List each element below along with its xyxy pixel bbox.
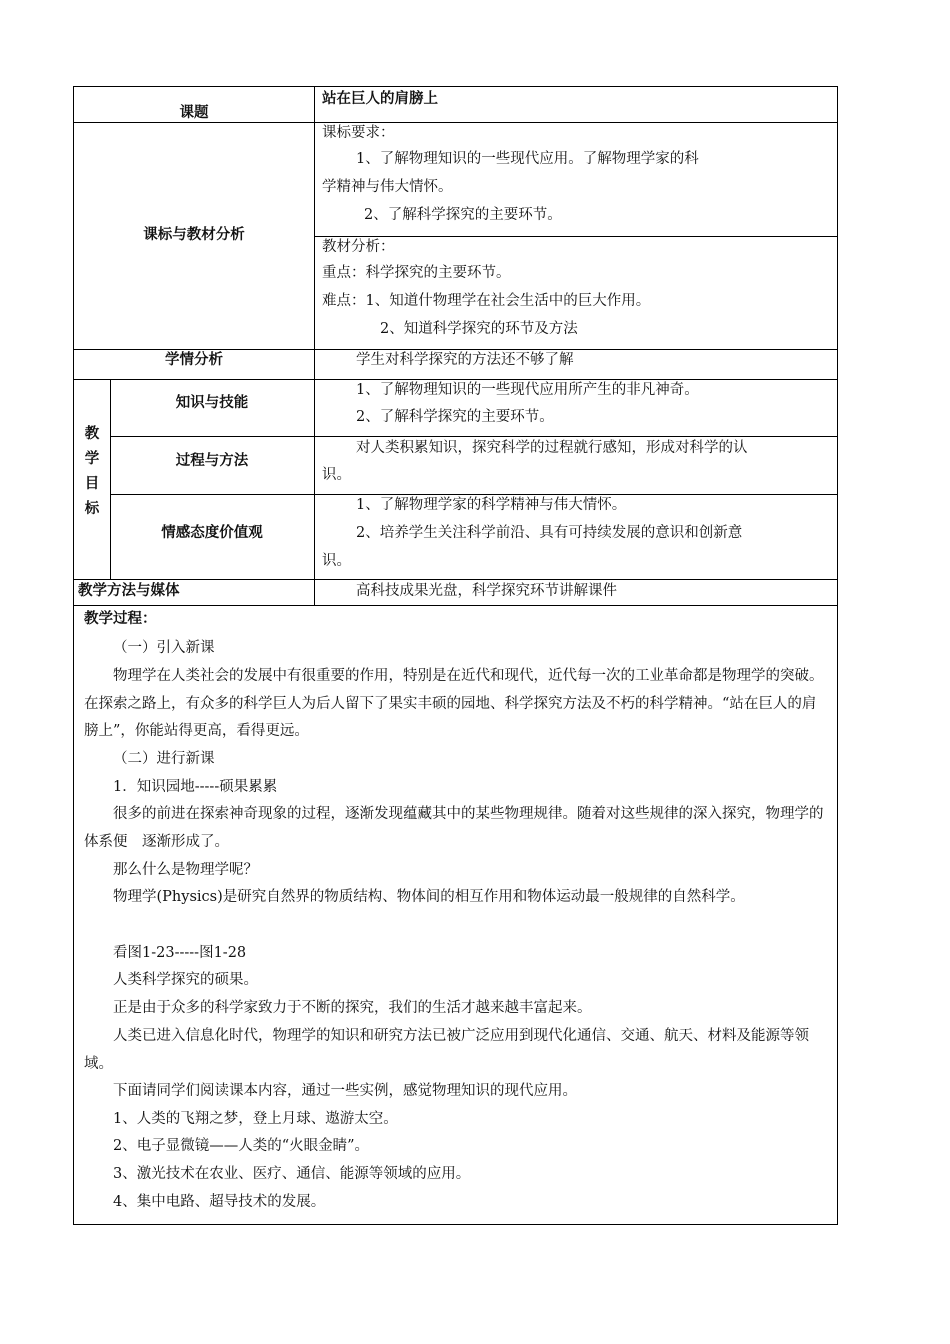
row-divider <box>74 579 837 580</box>
emotion-label: 情感态度价值观 <box>161 525 263 541</box>
textbook-difficult-2: 2、知道科学探究的环节及方法 <box>380 321 578 337</box>
process-paragraph: 人类科学探究的硕果。 <box>113 972 258 988</box>
process-paragraph: 正是由于众多的科学家致力于不断的探究，我们的生活才越来越丰富起来。 <box>113 1000 592 1016</box>
textbook-heading: 教材分析： <box>322 239 395 255</box>
objectives-label-char: 教 <box>84 426 100 442</box>
process-method-line-2: 识。 <box>322 467 351 483</box>
standards-item2: 2、了解科学探究的主要环节。 <box>364 207 562 223</box>
textbook-key-point: 重点：科学探究的主要环节。 <box>322 265 511 281</box>
process-paragraph: 物理学(Physics)是研究自然界的物质结构、物体间的相互作用和物体运动最一般规律的自然科学。 <box>113 889 745 905</box>
row-divider <box>110 436 837 437</box>
process-paragraph: 那么什么是物理学呢？ <box>113 862 258 878</box>
process-paragraph: 下面请同学们阅读课本内容，通过一些实例，感觉物理知识的现代应用。 <box>113 1083 577 1099</box>
process-paragraph: 2、电子显微镜——人类的“火眼金睛”。 <box>113 1138 370 1154</box>
standards-item1-line2: 学精神与伟大情怀。 <box>322 179 453 195</box>
knowledge-label: 知识与技能 <box>175 395 249 411</box>
row-divider <box>74 605 837 606</box>
curriculum-label: 课标与教材分析 <box>143 227 245 243</box>
knowledge-line-1: 1、了解物理知识的一些现代应用所产生的非凡神奇。 <box>356 382 699 398</box>
process-paragraph: 物理学在人类社会的发展中有很重要的作用，特别是在近代和现代，近代每一次的工业革命都是物理学的突破。在探索之路上，有众多的科学巨人为后人留下了果实丰硕的园地、科学探究方法及不朽的科学精神。“站在巨人的肩膀上”，你能站得更高，看得更远。 <box>84 668 824 740</box>
process-paragraph: （一）引入新课 <box>113 640 215 656</box>
process-method-label: 过程与方法 <box>175 453 249 469</box>
emotion-line-2: 2、培养学生关注科学前沿、具有可持续发展的意识和创新意 <box>356 525 743 541</box>
process-method-line-1: 对人类积累知识，探究科学的过程就行感知，形成对科学的认 <box>356 440 748 456</box>
lesson-plan-table <box>73 86 838 1225</box>
topic-value: 站在巨人的肩膀上 <box>322 91 438 107</box>
column-divider <box>314 87 315 605</box>
methods-label: 教学方法与媒体 <box>78 583 180 599</box>
objectives-label-char: 目 <box>84 476 100 492</box>
learner-label: 学情分析 <box>165 352 223 368</box>
learner-value: 学生对科学探究的方法还不够了解 <box>356 352 574 368</box>
process-heading: 教学过程： <box>84 611 157 627</box>
textbook-difficult-1: 难点：1、知道什物理学在社会生活中的巨大作用。 <box>322 293 651 309</box>
process-paragraph: 3、激光技术在农业、医疗、通信、能源等领域的应用。 <box>113 1166 471 1182</box>
process-paragraph: 人类已进入信息化时代，物理学的知识和研究方法已被广泛应用到现代化通信、交通、航天、材料及能源等领域。 <box>84 1028 809 1072</box>
process-paragraph: 看图1-23-----图1-28 <box>113 945 247 961</box>
process-paragraph: 4、集中电路、超导技术的发展。 <box>113 1194 326 1210</box>
knowledge-line-2: 2、了解科学探究的主要环节。 <box>356 409 554 425</box>
process-paragraph: 1．知识园地-----硕果累累 <box>113 779 278 795</box>
methods-value: 高科技成果光盘，科学探究环节讲解课件 <box>356 583 617 599</box>
objectives-label-char: 标 <box>84 501 100 517</box>
process-paragraph: 很多的前进在探索神奇现象的过程，逐渐发现蕴藏其中的某些物理规律。随着对这些规律的深入探究，物理学的体系便 逐渐形成了。 <box>84 806 824 850</box>
topic-label: 课题 <box>179 105 209 121</box>
emotion-line-3: 识。 <box>322 553 351 569</box>
standards-heading: 课标要求： <box>322 125 395 141</box>
objectives-label-char: 学 <box>84 451 100 467</box>
process-paragraph: （二）进行新课 <box>113 751 215 767</box>
standards-item1-line1: 1、了解物理知识的一些现代应用。了解物理学家的科 <box>356 151 699 167</box>
emotion-line-1: 1、了解物理学家的科学精神与伟大情怀。 <box>356 497 627 513</box>
process-paragraph: 1、人类的飞翔之梦，登上月球、遨游太空。 <box>113 1111 398 1127</box>
